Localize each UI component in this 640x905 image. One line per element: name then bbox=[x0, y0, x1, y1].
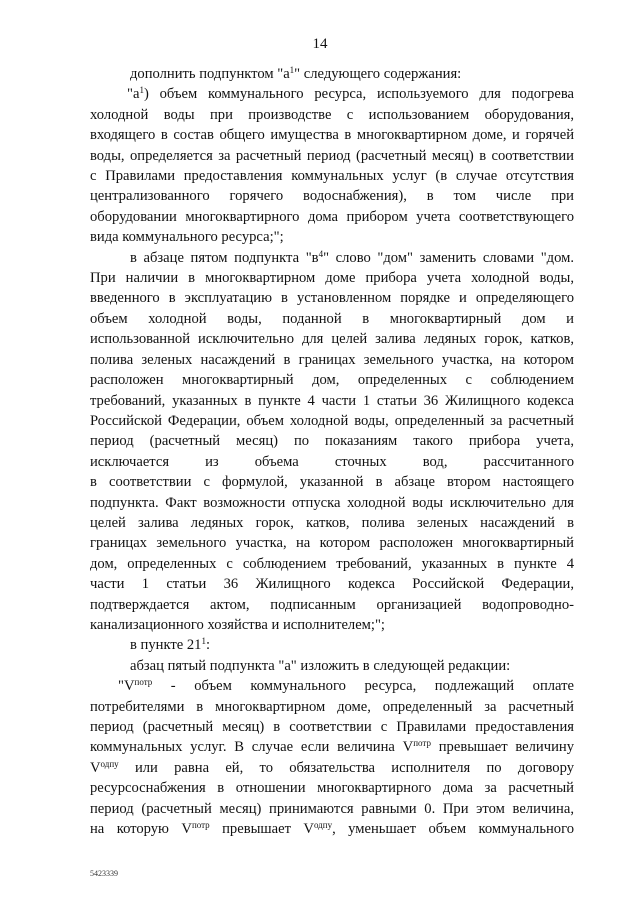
paragraph-line: объем холодной воды, поданной в многоквартирный дом и bbox=[90, 310, 574, 327]
paragraph-line: $V^{одпу}$ или равна ей, то обязательства исполнителя по договору bbox=[90, 758, 574, 776]
paragraph-line: подтверждается актом, подписанным организацией водопроводно- bbox=[90, 596, 574, 613]
paragraph-line: целей залива ледяных горок, катков, полива зеленых насаждений в bbox=[90, 514, 574, 531]
paragraph-line: вида коммунального ресурса;"; bbox=[90, 229, 284, 246]
paragraph-line: в соответствии с формулой, указанной в абзаце втором настоящего bbox=[90, 474, 574, 491]
paragraph-line: период (расчетный месяц) по показаниям такого прибора учета, bbox=[90, 433, 574, 450]
paragraph-line: холодной воды при производстве с использованием оборудования, bbox=[90, 106, 574, 123]
paragraph-line: коммунальных услуг. В случае если величина $V^{потр}$ превышает величину bbox=[90, 738, 574, 756]
paragraph-line: потребителями в многоквартирном доме, определенный за расчетный bbox=[90, 698, 574, 715]
document-body bbox=[90, 64, 574, 839]
paragraph-line: исключается из объема сточных вод, рассчитанного bbox=[90, 453, 574, 470]
paragraph-line: введенного в эксплуатацию в установленном порядке и определяющего bbox=[90, 290, 574, 307]
paragraph-line: ресурсоснабжения в отношении многоквартирного дома за расчетный bbox=[90, 780, 574, 797]
paragraph-line: расположен многоквартирный дом, определенных с соблюдением bbox=[90, 372, 574, 389]
paragraph-line: на которую $V^{потр}$ превышает $V^{одпу}$, уменьшает объем коммунального bbox=[90, 820, 574, 838]
paragraph-line: "$V^{потр}$ - объем коммунального ресурса, подлежащий оплате bbox=[118, 677, 574, 695]
paragraph-line: абзац пятый подпункта "а" изложить в следующей редакции: bbox=[130, 657, 511, 674]
document-id: 5423339 bbox=[90, 869, 118, 878]
paragraph-line: централизованного горячего водоснабжения), в том числе при bbox=[90, 188, 574, 205]
paragraph-line: подпункта. Факт возможности отпуска холодной воды исключительно для bbox=[90, 494, 574, 511]
paragraph-line: Российской Федерации, объем холодной воды, определенный за расчетный bbox=[90, 412, 574, 429]
paragraph-line: полива зеленых насаждений в границах земельного участка, на котором bbox=[90, 351, 574, 368]
paragraph-line: части 1 статьи 36 Жилищного кодекса Российской Федерации, bbox=[90, 576, 574, 593]
paragraph-line: При наличии в многоквартирном доме прибора учета холодной воды, bbox=[90, 270, 574, 287]
paragraph-line: использованной исключительно для целей залива ледяных горок, катков, bbox=[90, 331, 574, 348]
paragraph-line: с Правилами предоставления коммунальных услуг (в случае отсутствия bbox=[90, 168, 574, 185]
paragraph-line: канализационного хозяйства и исполнителем;"; bbox=[90, 616, 385, 633]
paragraph-line: оборудовании многоквартирного дома прибором учета соответствующего bbox=[90, 208, 574, 225]
paragraph-line: в пункте $21^1$: bbox=[130, 636, 211, 654]
page-number: 14 bbox=[312, 36, 328, 52]
paragraph-line: воды, определяется за расчетный период (расчетный месяц) в соответствии bbox=[90, 147, 574, 164]
paragraph-line: в абзаце пятом подпункта "$в^4$" слово "дом" заменить словами "дом. bbox=[130, 248, 575, 266]
paragraph-line: "$а^1$) объем коммунального ресурса, используемого для подогрева bbox=[127, 85, 574, 103]
paragraph-line: требований, указанных в пункте 4 части 1 статьи 36 Жилищного кодекса bbox=[90, 392, 574, 409]
paragraph-line: период (расчетный месяц) в соответствии с Правилами предоставления bbox=[90, 719, 574, 735]
paragraph-line: период (расчетный месяц) принимаются равными 0. При этом величина, bbox=[90, 800, 574, 817]
paragraph-line: входящего в состав общего имущества в многоквартирном доме, и горячей bbox=[90, 127, 574, 144]
paragraph-line: дом, определенных с соблюдением требований, указанных в пункте 4 bbox=[90, 555, 574, 572]
paragraph-line: границах земельного участка, на котором расположен многоквартирный bbox=[90, 535, 574, 552]
paragraph-line: дополнить подпунктом "$а^1$" следующего содержания: bbox=[130, 65, 462, 82]
